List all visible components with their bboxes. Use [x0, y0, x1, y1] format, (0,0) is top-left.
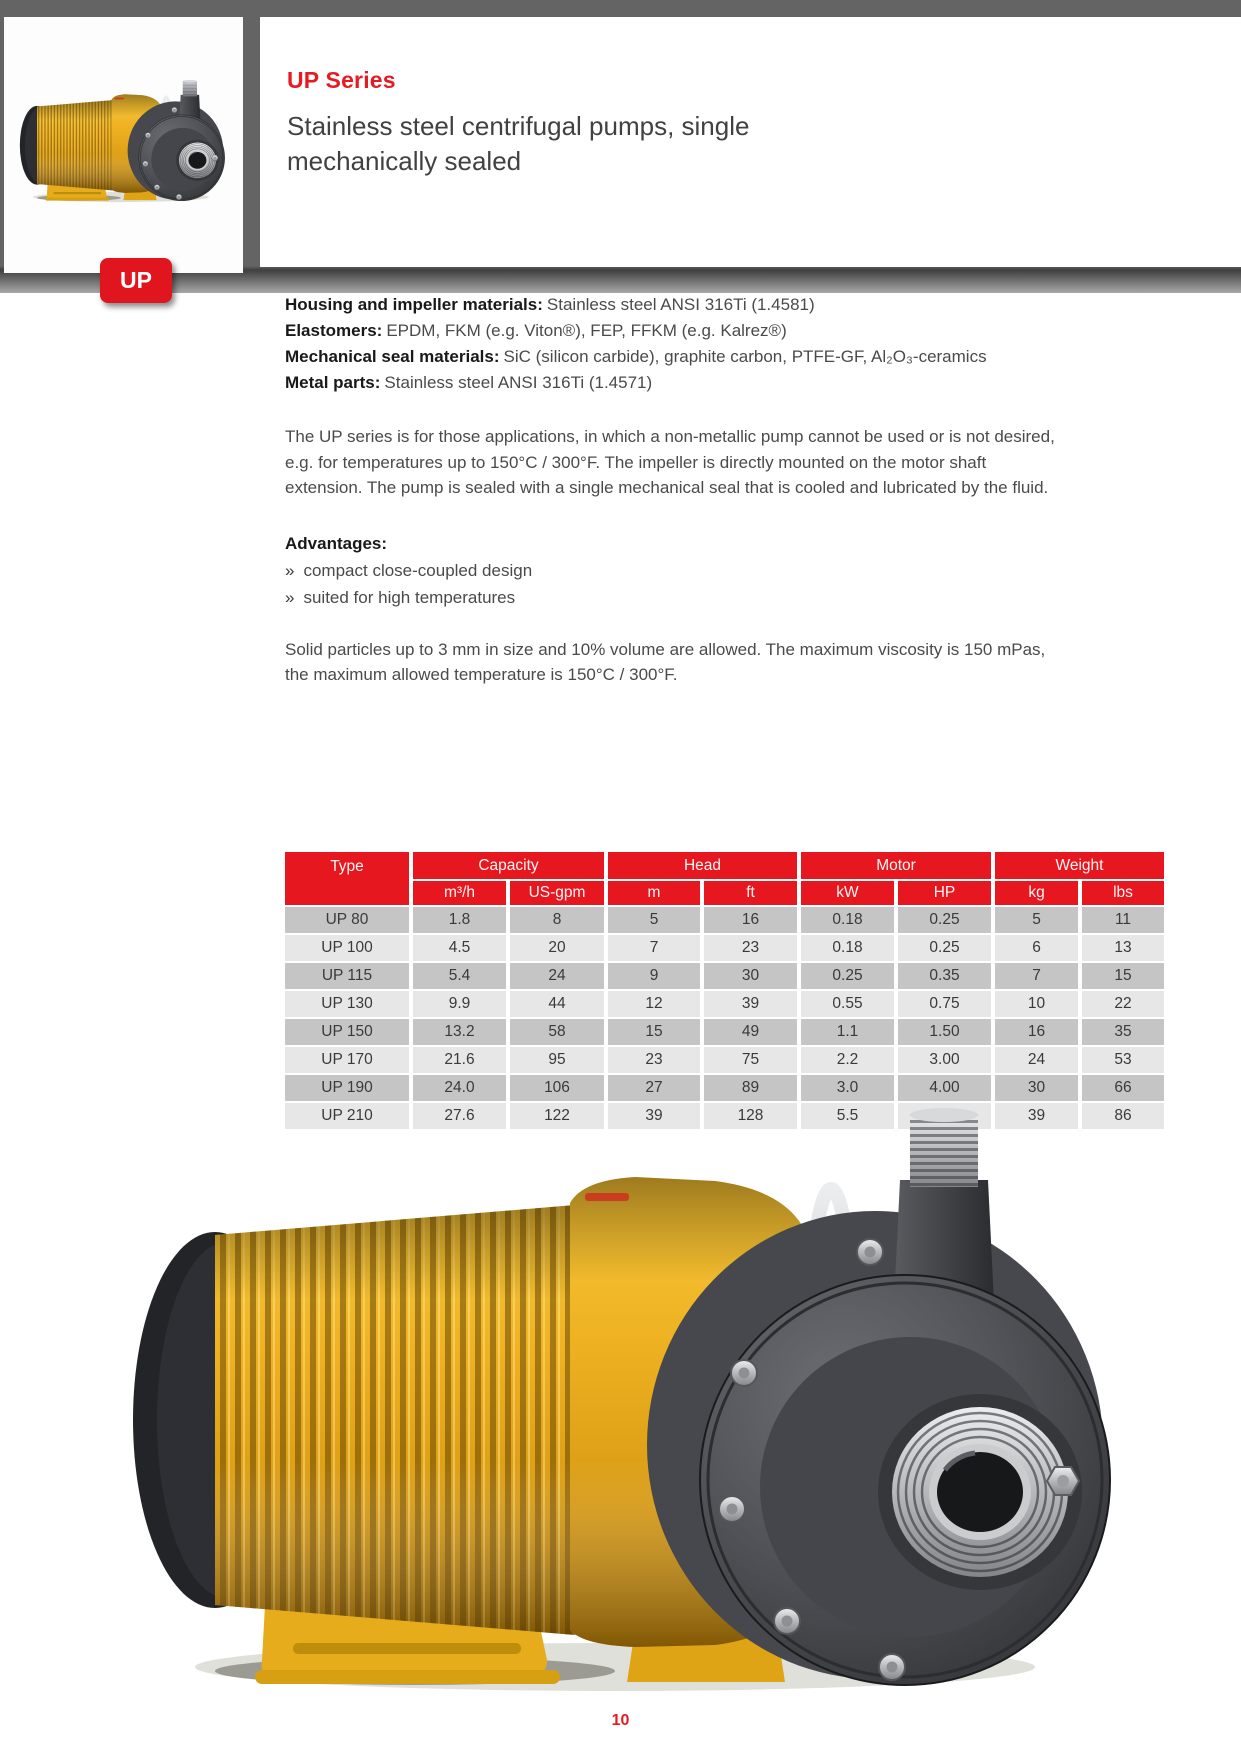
spec-line — [285, 292, 1055, 318]
table-cell: 89 — [704, 1075, 797, 1101]
limits-paragraph: Solid particles up to 3 mm in size and 10% volume are allowed. The maximum viscosity is 150 mPas, the maximum allowed temperature is 150°C / 300°F. — [285, 639, 1046, 684]
table-cell: 23 — [704, 935, 797, 961]
table-cell: 0.25 — [898, 935, 991, 961]
table-cell: 3.00 — [898, 1047, 991, 1073]
table-cell: 106 — [510, 1075, 604, 1101]
col-group-motor: Motor — [801, 852, 991, 879]
table-cell: 0.25 — [801, 963, 894, 989]
table-cell: 27.6 — [413, 1103, 506, 1129]
col-subheader: m — [608, 881, 700, 905]
table-cell: 21.6 — [413, 1047, 506, 1073]
table-cell: 5.5 — [801, 1103, 894, 1129]
bullet-glyph: » — [285, 560, 295, 580]
spec-line — [285, 370, 1055, 396]
table-cell: 3.0 — [801, 1075, 894, 1101]
table-cell: 1.1 — [801, 1019, 894, 1045]
spec-line — [285, 318, 1055, 344]
table-cell: 5.4 — [413, 963, 506, 989]
table-cell: UP 130 — [285, 991, 409, 1017]
pump-photo-large — [115, 1085, 1135, 1705]
col-subheader: m³/h — [413, 881, 506, 905]
table-cell: 66 — [1082, 1075, 1164, 1101]
table-cell: 122 — [510, 1103, 604, 1129]
table-cell: 23 — [608, 1047, 700, 1073]
table-cell: 0.18 — [801, 935, 894, 961]
header-card — [260, 17, 1241, 267]
table-cell: 49 — [704, 1019, 797, 1045]
col-subheader: HP — [898, 881, 991, 905]
table-cell: 5 — [995, 907, 1078, 933]
col-subheader: lbs — [1082, 881, 1164, 905]
advantage-text: suited for high temperatures — [303, 587, 516, 607]
advantages-heading: Advantages: — [285, 533, 388, 553]
intro-paragraph: The UP series is for those applications, in which a non-metallic pump cannot be used or is not desired, e.g. for temperatures up to 150°C / 300°F. The impeller is directly mounted on the motor shaft extension. The pump is sealed with a single mechanical seal that is cooled and lubricated by the fluid. — [285, 427, 1055, 497]
spec-value: SiC (silicon carbide), graphite carbon, PTFE-GF, Al₂O₃-ceramics — [503, 347, 987, 366]
table-cell: 13.2 — [413, 1019, 506, 1045]
table-cell: 20 — [510, 935, 604, 961]
col-group-capacity: Capacity — [413, 852, 604, 879]
table-row — [285, 907, 1164, 933]
table-cell: 13 — [1082, 935, 1164, 961]
table-cell: 4.00 — [898, 1075, 991, 1101]
table-cell: 0.35 — [898, 963, 991, 989]
spec-label: Housing and impeller materials: — [285, 295, 543, 314]
table-cell: 0.75 — [898, 991, 991, 1017]
table-row — [285, 1047, 1164, 1073]
spec-value: Stainless steel ANSI 316Ti (1.4571) — [384, 373, 653, 392]
table-cell: 15 — [1082, 963, 1164, 989]
spec-value: EPDM, FKM (e.g. Viton®), FEP, FFKM (e.g. Kalrez®) — [386, 321, 787, 340]
table-cell: 2.2 — [801, 1047, 894, 1073]
pump-photo-small — [16, 75, 230, 205]
advantage-text: compact close-coupled design — [303, 560, 533, 580]
series-badge: UP — [100, 258, 172, 303]
table-cell: 39 — [704, 991, 797, 1017]
table-cell: 30 — [704, 963, 797, 989]
advantage-item — [285, 584, 1055, 611]
table-cell: 7 — [995, 963, 1078, 989]
advantage-item — [285, 557, 1055, 584]
main-content — [285, 292, 1055, 688]
table-cell: 44 — [510, 991, 604, 1017]
table-cell: 22 — [1082, 991, 1164, 1017]
table-cell: UP 80 — [285, 907, 409, 933]
col-group-type: Type — [285, 852, 409, 905]
table-row — [285, 963, 1164, 989]
spec-line — [285, 344, 1055, 370]
page-title: UP Series — [287, 67, 396, 93]
table-row — [285, 991, 1164, 1017]
page-number: 10 — [611, 1712, 630, 1729]
product-photo-card — [4, 17, 243, 273]
table-cell: 39 — [608, 1103, 700, 1129]
col-group-weight: Weight — [995, 852, 1164, 879]
table-cell: 15 — [608, 1019, 700, 1045]
table-cell: UP 190 — [285, 1075, 409, 1101]
table-cell: 12 — [608, 991, 700, 1017]
table-cell: UP 115 — [285, 963, 409, 989]
table-cell: 0.55 — [801, 991, 894, 1017]
col-group-head: Head — [608, 852, 797, 879]
table-cell: 1.8 — [413, 907, 506, 933]
table-cell: 16 — [704, 907, 797, 933]
table-cell: 24 — [995, 1047, 1078, 1073]
subtitle-line: Stainless steel centrifugal pumps, single — [287, 111, 750, 141]
col-subheader: US-gpm — [510, 881, 604, 905]
table-cell: 0.25 — [898, 907, 991, 933]
table-cell: 39 — [995, 1103, 1078, 1129]
table-cell: 1.50 — [898, 1019, 991, 1045]
subtitle-line: mechanically sealed — [287, 146, 522, 176]
table-cell: 7 — [608, 935, 700, 961]
col-subheader: kW — [801, 881, 894, 905]
table-cell: 10 — [995, 991, 1078, 1017]
spec-label: Elastomers: — [285, 321, 383, 340]
table-cell: UP 100 — [285, 935, 409, 961]
table-cell: 9 — [608, 963, 700, 989]
page-subtitle — [287, 109, 749, 179]
table-cell: UP 170 — [285, 1047, 409, 1073]
table-cell: 58 — [510, 1019, 604, 1045]
table-cell: 24.0 — [413, 1075, 506, 1101]
table-cell: 8 — [510, 907, 604, 933]
table-cell: 53 — [1082, 1047, 1164, 1073]
table-cell: 0.18 — [801, 907, 894, 933]
table-cell: 24 — [510, 963, 604, 989]
table-cell: 30 — [995, 1075, 1078, 1101]
spec-value: Stainless steel ANSI 316Ti (1.4581) — [546, 295, 815, 314]
table-cell: 9.9 — [413, 991, 506, 1017]
table-row — [285, 935, 1164, 961]
table-cell: 11 — [1082, 907, 1164, 933]
table-cell: 6 — [995, 935, 1078, 961]
table-cell: UP 210 — [285, 1103, 409, 1129]
spec-label: Metal parts: — [285, 373, 381, 392]
table-cell: 5 — [608, 907, 700, 933]
col-subheader: kg — [995, 881, 1078, 905]
table-cell: 128 — [704, 1103, 797, 1129]
spec-label: Mechanical seal materials: — [285, 347, 500, 366]
table-cell: 27 — [608, 1075, 700, 1101]
table-row — [285, 1019, 1164, 1045]
table-cell: UP 150 — [285, 1019, 409, 1045]
col-subheader: ft — [704, 881, 797, 905]
materials-block — [285, 292, 1055, 396]
table-cell: 95 — [510, 1047, 604, 1073]
table-cell: 35 — [1082, 1019, 1164, 1045]
table-cell: 4.5 — [413, 935, 506, 961]
bullet-glyph: » — [285, 587, 295, 607]
table-cell: 75 — [704, 1047, 797, 1073]
table-cell: 16 — [995, 1019, 1078, 1045]
table-cell: 86 — [1082, 1103, 1164, 1129]
